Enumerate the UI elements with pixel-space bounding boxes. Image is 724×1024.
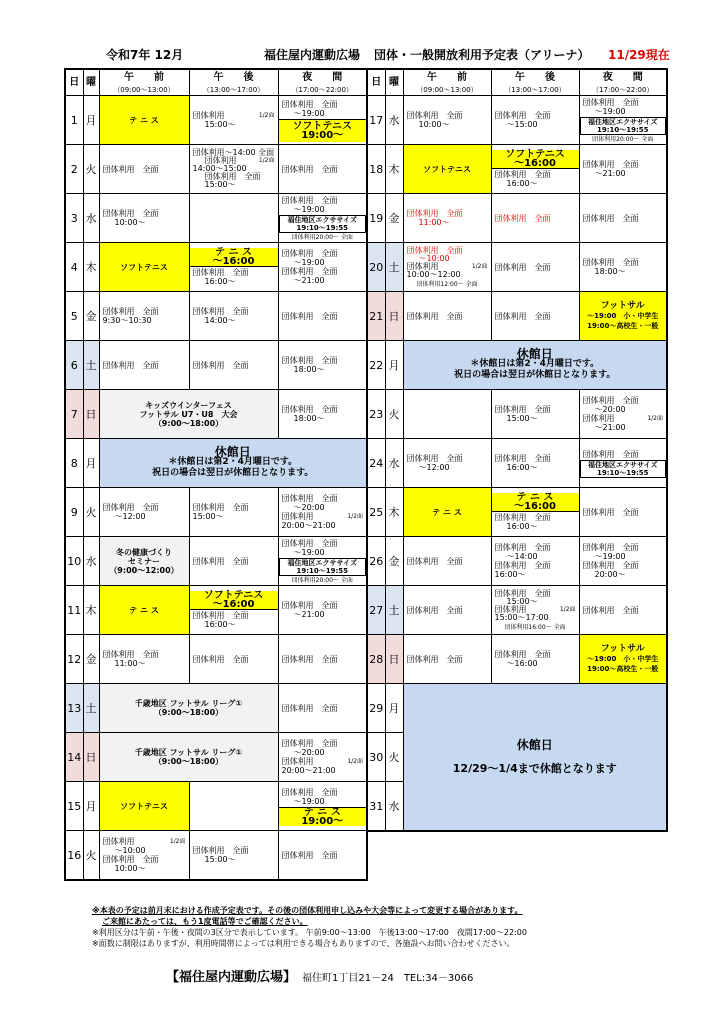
year-end-closure: 休館日 12/29～1/4まで休館となります [403,684,667,832]
date-cell: 31 [367,782,385,832]
am-cell: テ ニ ス [99,586,189,635]
date-cell: 11 [65,586,83,635]
night-cell: 団体利用 全面 [278,145,367,194]
night-cell: 団体利用 全面 ～19:00 福住地区エクササイズ 19:10～19:55 団体利用20:00～ 全面 [278,194,367,243]
date-cell: 1 [65,96,83,145]
night-cell: フットサル ～19:00 小・中学生 19:00～高校生・一般 [579,635,667,684]
pm-cell: ソフトテニス ～16:00 団体利用 全面 16:00～ [189,586,278,635]
note-2: ご来館にあたっては、もう1度電話等でご確認ください。 [102,917,308,926]
date-cell: 3 [65,194,83,243]
table-row [367,341,667,390]
weekday-cell: 金 [385,194,403,243]
note-1: ※本表の予定は前月末における作成予定表です。その後の団体利用申し込みや大会等によって変更する場合があります。 [92,906,523,915]
event-kids-futsal: キッズウインターフェス フットサル U7・U8 大会 （9:00～18:00） [99,390,278,439]
event-league-14: 千歳地区 フットサル リーグ① （9:00～18:00） [99,733,278,782]
date-cell: 21 [367,292,385,341]
col-pm: 午 後 [491,69,579,85]
date-cell: 14 [65,733,83,782]
table-row [65,782,367,831]
night-cell: 団体利用 全面 ～19:00 福住地区エクササイズ 19:10～19:55 団体利用20:00～ 全面 [278,537,367,586]
pm-cell: 団体利用 全面 [491,194,579,243]
night-cell: 団体利用 全面 [278,684,367,733]
table-row [367,292,667,341]
am-cell: テ ニ ス [403,488,491,537]
table-row [367,586,667,635]
table-row [367,439,667,488]
year-month: 令和7年 12月 [106,48,184,62]
weekday-cell: 水 [83,194,99,243]
table-row [65,292,367,341]
date-cell: 16 [65,831,83,881]
weekday-cell: 火 [83,145,99,194]
table-row [65,831,367,881]
weekday-cell: 土 [83,684,99,733]
pm-cell: 団体利用 全面 ～16:00 [491,635,579,684]
table-row [367,537,667,586]
pm-cell: 団体利用 全面 14:00～ [189,292,278,341]
night-cell: 団体利用 全面 ～21:00 [579,145,667,194]
pm-cell: 団体利用 全面 [189,537,278,586]
pm-cell: 団体利用～14:00 全面 団体利用 1/2面 14:00～15:00 団体利用 全面 15:00～ [189,145,278,194]
weekday-cell: 月 [83,96,99,145]
date-cell: 7 [65,390,83,439]
weekday-cell: 水 [385,96,403,145]
col-weekday: 曜 [385,69,403,96]
am-cell: 団体利用 全面 10:00～ [403,96,491,145]
night-cell: 団体利用 全面 ～19:00 団体利用 全面 ～21:00 [278,243,367,292]
facility-name: 福住屋内運動広場 [264,48,361,62]
date-cell: 18 [367,145,385,194]
am-cell: ソフトテニス [403,145,491,194]
pm-cell: 団体利用 全面 [491,292,579,341]
am-cell: 団体利用 1/2面 ～10:00 団体利用 全面 10:00～ [99,831,189,881]
am-cell [403,390,491,439]
col-am: 午 前 [99,69,189,85]
as-of-date: 11/29現在 [608,48,670,62]
weekday-cell: 木 [83,586,99,635]
am-cell: 団体利用 全面 [403,537,491,586]
footer-address: 福住町1丁目21－24 TEL:34－3066 [302,973,474,984]
weekday-cell: 水 [385,782,403,832]
col-night: 夜 間 [579,69,667,85]
date-cell: 12 [65,635,83,684]
date-cell: 17 [367,96,385,145]
weekday-cell: 木 [83,243,99,292]
night-cell: 団体利用 全面 ～20:00 団体利用 1/2面 20:00～21:00 [278,733,367,782]
pm-cell: テ ニ ス ～16:00 団体利用 全面 16:00～ [491,488,579,537]
pm-cell: 団体利用 全面 15:00～ [491,390,579,439]
date-cell: 19 [367,194,385,243]
date-cell: 25 [367,488,385,537]
table-row [367,194,667,243]
table-row [65,341,367,390]
am-cell: 団体利用 全面 11:00～ [403,194,491,243]
date-cell: 15 [65,782,83,831]
table-row [367,390,667,439]
night-cell: 団体利用 全面 ～20:00 団体利用 1/2面 20:00～21:00 [278,488,367,537]
note-3: ※利用区分は午前・午後・夜間の3区分で表示しています。 午前9:00～13:00 午後13:00～17:00 夜間17:00～22:00 [92,928,527,937]
night-cell: 団体利用 全面 [278,831,367,881]
pm-cell: 団体利用 全面 ～15:00 [491,96,579,145]
pm-cell: 団体利用 全面 [491,243,579,292]
pm-cell: 団体利用 全面 [189,341,278,390]
weekday-cell: 土 [385,586,403,635]
night-cell: 団体利用 全面 ～19:00 福住地区エクササイズ 19:10～19:55 団体利用20:00～ 全面 [579,96,667,145]
am-cell: テ ニ ス [99,96,189,145]
footer [166,966,473,985]
date-cell: 10 [65,537,83,586]
weekday-cell: 金 [385,537,403,586]
event-health-seminar: 冬の健康づくり セミナー （9:00～12:00） [99,537,189,586]
weekday-cell: 木 [385,145,403,194]
night-cell: 団体利用 全面 [278,635,367,684]
date-cell: 29 [367,684,385,733]
weekday-cell: 水 [385,439,403,488]
pm-cell [189,782,278,831]
night-cell: 団体利用 全面 18:00～ [278,390,367,439]
pm-cell: テ ニ ス ～16:00 団体利用 全面 16:00～ [189,243,278,292]
date-cell: 4 [65,243,83,292]
schedule-left [64,68,368,881]
pm-cell: ソフトテニス ～16:00 団体利用 全面 16:00～ [491,145,579,194]
night-cell: 団体利用 全面 18:00～ [579,243,667,292]
date-cell: 5 [65,292,83,341]
table-row [65,537,367,586]
closed-day-8: 休館日 ＊休館日は第2・4月曜日です。 祝日の場合は翌日が休館日となります。 [99,439,367,488]
weekday-cell: 日 [385,635,403,684]
pm-cell: 団体利用 全面 16:00～ [491,439,579,488]
col-am-time: （09:00～13:00） [99,85,189,96]
date-cell: 13 [65,684,83,733]
am-cell: 団体利用 全面 10:00～ [99,194,189,243]
schedule-right [366,68,668,832]
weekday-cell: 火 [83,831,99,881]
weekday-cell: 火 [385,390,403,439]
table-row [65,733,367,782]
weekday-cell: 月 [83,439,99,488]
pm-cell: 団体利用 全面 15:00～ 団体利用 1/2面 15:00～17:00 団体利用16:00～ 全面 [491,586,579,635]
weekday-cell: 月 [83,782,99,831]
weekday-cell: 月 [385,684,403,733]
am-cell: ソフトテニス [99,243,189,292]
date-cell: 22 [367,341,385,390]
night-cell: 団体利用 全面 18:00～ [278,341,367,390]
col-night-time: （17:00～22:00） [278,85,367,96]
night-cell: 団体利用 全面 [579,194,667,243]
night-cell: 団体利用 全面 [278,292,367,341]
am-cell: 団体利用 全面 ～12:00 [99,488,189,537]
col-night-time: （17:00～22:00） [579,85,667,96]
event-league-13: 千歳地区 フットサル リーグ① （9:00～18:00） [99,684,278,733]
table-row [367,243,667,292]
table-row [367,145,667,194]
col-am: 午 前 [403,69,491,85]
table-row [65,684,367,733]
table-row [367,684,667,733]
date-cell: 24 [367,439,385,488]
note-4: ※面数に制限はありますが、利用時間帯によっては利用できる場合もありますので、各施設へお問い合わせください。 [92,939,515,948]
weekday-cell: 火 [385,733,403,782]
table-row [367,635,667,684]
col-date: 日 [367,69,385,96]
date-cell: 30 [367,733,385,782]
am-cell: 団体利用 全面 [99,341,189,390]
night-cell: 団体利用 全面 福住地区エクササイズ 19:10～19:55 [579,439,667,488]
page-title: 団体・一般開放利用予定表（アリーナ） [374,48,590,62]
night-cell: 団体利用 全面 ～20:00 団体利用 1/2面 ～21:00 [579,390,667,439]
table-row [65,635,367,684]
night-cell: 団体利用 全面 [579,488,667,537]
closed-day-22: 休館日 ＊休館日は第2・4月曜日です。 祝日の場合は翌日が休館日となります。 [403,341,667,390]
date-cell: 23 [367,390,385,439]
night-cell: 団体利用 全面 ～19:00 テ ニ ス 19:00～ [278,782,367,831]
date-cell: 20 [367,243,385,292]
weekday-cell: 月 [385,341,403,390]
table-row [65,488,367,537]
date-cell: 2 [65,145,83,194]
weekday-cell: 水 [83,537,99,586]
col-pm: 午 後 [189,69,278,85]
date-cell: 6 [65,341,83,390]
am-cell: 団体利用 全面 9:30～10:30 [99,292,189,341]
table-row [65,243,367,292]
am-cell: 団体利用 全面 [403,586,491,635]
col-night: 夜 間 [278,69,367,85]
am-cell: 団体利用 全面 [403,635,491,684]
weekday-cell: 金 [83,635,99,684]
weekday-cell: 日 [83,390,99,439]
table-row [65,96,367,145]
table-row [367,488,667,537]
am-cell: ソフトテニス [99,782,189,831]
table-row [65,390,367,439]
footer-name: 【福住屋内運動広場】 [166,970,297,985]
pm-cell [189,194,278,243]
weekday-cell: 金 [83,292,99,341]
weekday-cell: 土 [83,341,99,390]
weekday-cell: 日 [385,292,403,341]
am-cell: 団体利用 全面 [403,292,491,341]
col-date: 日 [65,69,83,96]
date-cell: 8 [65,439,83,488]
am-cell: 団体利用 全面 11:00～ [99,635,189,684]
night-cell: フットサル ～19:00 小・中学生 19:00～高校生・一般 [579,292,667,341]
col-pm-time: （13:00～17:00） [189,85,278,96]
night-cell: 団体利用 全面 ～19:00 ソフトテニス 19:00～ [278,96,367,145]
weekday-cell: 日 [83,733,99,782]
night-cell: 団体利用 全面 ～19:00 団体利用 全面 20:00～ [579,537,667,586]
pm-cell: 団体利用 全面 [189,635,278,684]
weekday-cell: 木 [385,488,403,537]
night-cell: 団体利用 全面 ～21:00 [278,586,367,635]
weekday-cell: 土 [385,243,403,292]
table-row [65,439,367,488]
am-cell: 団体利用 全面 [99,145,189,194]
table-row [65,586,367,635]
table-row [65,194,367,243]
pm-cell: 団体利用 全面 15:00～ [189,831,278,881]
col-pm-time: （13:00～17:00） [491,85,579,96]
am-cell: 団体利用 全面 ～10:00 団体利用 1/2面 10:00～12:00 団体利用12:00～ 全面 [403,243,491,292]
table-row [65,145,367,194]
col-weekday: 曜 [83,69,99,96]
night-cell: 団体利用 全面 [579,586,667,635]
date-cell: 9 [65,488,83,537]
am-cell: 団体利用 全面 ～12:00 [403,439,491,488]
pm-cell: 団体利用 全面 15:00～ [189,488,278,537]
notes [92,905,692,949]
date-cell: 27 [367,586,385,635]
pm-cell: 団体利用 全面 ～14:00 団体利用 全面 16:00～ [491,537,579,586]
weekday-cell: 火 [83,488,99,537]
date-cell: 26 [367,537,385,586]
table-row [367,96,667,145]
pm-cell: 団体利用 1/2面 15:00～ [189,96,278,145]
col-am-time: （09:00～13:00） [403,85,491,96]
date-cell: 28 [367,635,385,684]
